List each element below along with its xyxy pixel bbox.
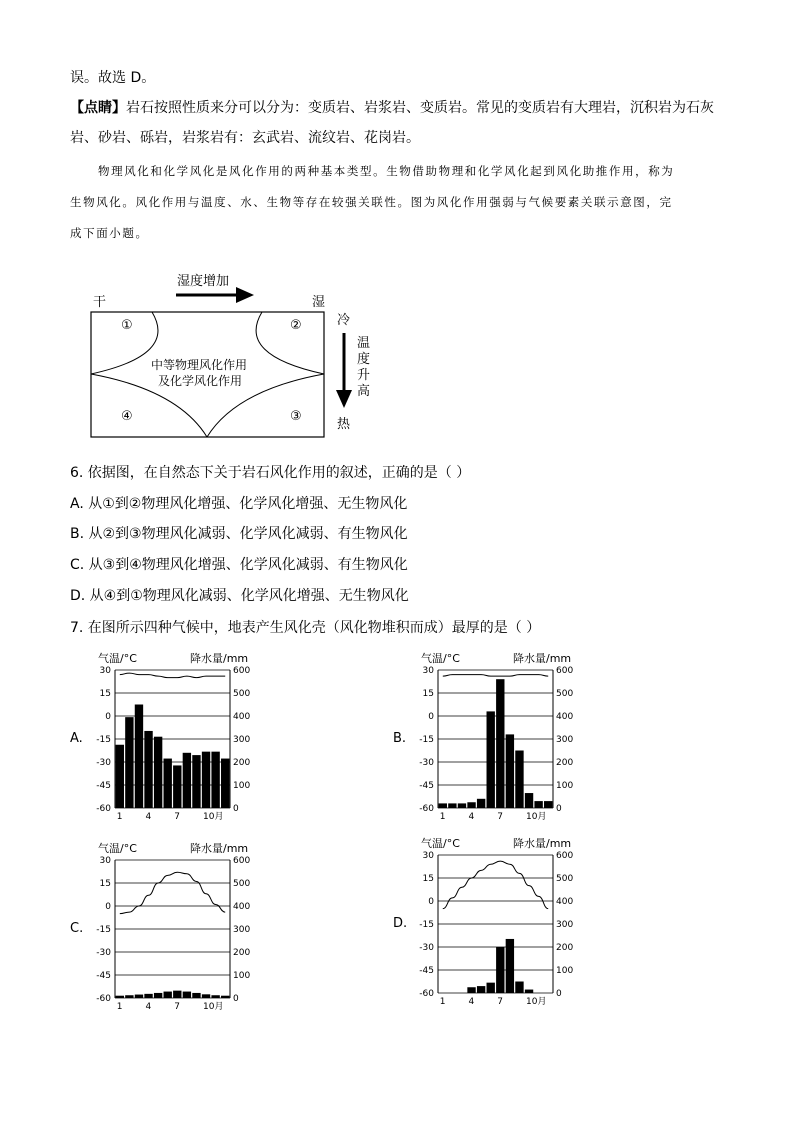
precip-bar (525, 793, 533, 808)
temperature-line (120, 673, 225, 678)
hot-label: 热 (337, 417, 351, 432)
precip-bar (173, 765, 181, 808)
q6-option-c: C. 从③到④物理风化增强、化学风化减弱、有生物风化 (70, 557, 408, 573)
precip-tick-label: 0 (233, 994, 239, 1004)
temp-arrow-head (336, 390, 352, 408)
center-label-1: 中等物理风化作用 (151, 358, 248, 372)
precip-bar (116, 745, 124, 808)
month-tick-label: 10月 (203, 1002, 224, 1012)
curve-top-right (256, 312, 324, 374)
right-axis-label: 降水量/mm (190, 842, 249, 855)
precip-tick-label: 500 (233, 689, 251, 699)
month-tick-label: 1 (439, 997, 446, 1007)
precip-bar (221, 759, 229, 808)
precip-tick-label: 400 (233, 712, 251, 722)
month-tick-label: 10月 (526, 812, 547, 822)
precip-tick-label: 200 (556, 943, 574, 953)
precip-bar (125, 995, 133, 998)
precip-bar (496, 679, 504, 808)
precip-tick-label: 0 (556, 804, 562, 814)
option-letter: A. (70, 731, 83, 746)
climate-chart-d (393, 830, 653, 1010)
precip-tick-label: 200 (556, 758, 574, 768)
left-axis-label: 气温/°C (421, 837, 460, 850)
option-letter: D. (393, 916, 408, 931)
temp-tick-label: -15 (419, 735, 434, 745)
month-tick-label: 4 (145, 1002, 152, 1012)
precip-bar (144, 994, 152, 998)
precip-bar (164, 759, 172, 808)
temp-tick-label: 0 (105, 712, 111, 722)
precip-bar (515, 751, 523, 809)
corner-1: ① (121, 318, 133, 333)
temp-tick-label: 15 (422, 689, 434, 699)
precip-bar (154, 737, 162, 808)
temp-char-2: 度 (357, 352, 371, 367)
precip-tick-label: 600 (233, 856, 251, 866)
month-tick-label: 1 (116, 812, 123, 822)
q6-stem: 6. 依据图，在自然态下关于岩石风化作用的叙述，正确的是（ ） (70, 465, 471, 481)
temperature-line (443, 675, 548, 677)
text-line-2 (70, 99, 714, 117)
temp-tick-label: 0 (428, 897, 434, 907)
diagram-frame (91, 312, 324, 437)
precip-bar (487, 711, 495, 808)
temperature-line (443, 861, 548, 909)
temp-tick-label: 30 (99, 666, 111, 676)
precip-bar (544, 801, 552, 808)
temp-tick-label: -30 (419, 943, 434, 953)
precip-bar (211, 995, 219, 998)
temp-tick-label: -60 (96, 804, 111, 814)
temp-tick-label: -60 (419, 989, 434, 999)
precip-tick-label: 300 (556, 920, 574, 930)
precip-bar (135, 995, 143, 998)
left-axis-label: 气温/°C (421, 652, 460, 665)
temp-tick-label: 15 (99, 879, 111, 889)
precip-bar (467, 987, 475, 993)
precip-tick-label: 100 (233, 781, 251, 791)
q7-stem: 7. 在图所示四种气候中，地表产生风化壳（风化物堆积而成）最厚的是（ ） (70, 620, 541, 636)
right-axis-label: 降水量/mm (190, 652, 249, 665)
dianjing-tag: 【点睛】 (70, 100, 126, 116)
precip-bar (515, 982, 523, 994)
cold-label: 冷 (337, 313, 351, 328)
precip-bar (487, 983, 495, 993)
q6-option-b: B. 从②到③物理风化减弱、化学风化减弱、有生物风化 (70, 526, 408, 542)
temp-tick-label: -60 (419, 804, 434, 814)
left-axis-label: 气温/°C (98, 842, 137, 855)
wet-label: 湿 (312, 295, 326, 310)
temp-tick-label: -15 (96, 925, 111, 935)
precip-bar (467, 802, 475, 808)
temp-tick-label: -45 (96, 781, 111, 791)
month-tick-label: 4 (468, 997, 475, 1007)
precip-bar (125, 717, 133, 808)
precip-tick-label: 200 (233, 758, 251, 768)
precip-tick-label: 200 (233, 948, 251, 958)
precip-tick-label: 300 (556, 735, 574, 745)
month-tick-label: 10月 (203, 812, 224, 822)
month-tick-label: 7 (497, 812, 504, 822)
month-tick-label: 7 (497, 997, 504, 1007)
precip-tick-label: 300 (233, 735, 251, 745)
precip-tick-label: 400 (233, 902, 251, 912)
precip-tick-label: 100 (556, 966, 574, 976)
precip-bar (183, 992, 191, 998)
paragraph-line-1: 物理风化和化学风化是风化作用的两种基本类型。生物借助物理和化学风化起到风化助推作用，称为 (98, 164, 675, 178)
precip-tick-label: 500 (233, 879, 251, 889)
precip-bar (506, 939, 514, 993)
precip-bar (202, 752, 210, 808)
paragraph-line-2: 生物风化。风化作用与温度、水、生物等存在较强关联性。图为风化作用强弱与气候要素关联示意图，完 (70, 195, 673, 209)
q6-option-a: A. 从①到②物理风化增强、化学风化增强、无生物风化 (70, 496, 408, 512)
temp-tick-label: -15 (96, 735, 111, 745)
precip-bar (211, 752, 219, 808)
climate-chart-b (393, 645, 653, 825)
precip-bar (192, 755, 200, 808)
right-axis-label: 降水量/mm (513, 652, 572, 665)
temp-tick-label: -30 (96, 758, 111, 768)
dianjing-text: 岩石按照性质来分可以分为：变质岩、岩浆岩、变质岩。常见的变质岩有大理岩，沉积岩为石灰 (126, 100, 714, 116)
precip-tick-label: 0 (556, 989, 562, 999)
precip-bar (116, 996, 124, 998)
precip-bar (496, 947, 504, 993)
temp-tick-label: -45 (96, 971, 111, 981)
temp-tick-label: -30 (96, 948, 111, 958)
temp-char-3: 升 (357, 368, 371, 383)
precip-tick-label: 400 (556, 897, 574, 907)
precip-bar (477, 799, 485, 808)
temp-tick-label: -60 (96, 994, 111, 1004)
temp-tick-label: 30 (422, 666, 434, 676)
precip-bar (221, 996, 229, 998)
temp-tick-label: 30 (422, 851, 434, 861)
precip-tick-label: 400 (556, 712, 574, 722)
curve-bottom-left (91, 374, 207, 437)
precip-tick-label: 600 (556, 666, 574, 676)
month-tick-label: 7 (174, 812, 181, 822)
left-axis-label: 气温/°C (98, 652, 137, 665)
precip-tick-label: 500 (556, 874, 574, 884)
climate-chart-c (70, 835, 330, 1015)
paragraph-line-3: 成下面小题。 (70, 226, 149, 240)
corner-4: ④ (121, 409, 133, 424)
month-tick-label: 10月 (526, 997, 547, 1007)
humidity-arrow-head (236, 287, 254, 303)
precip-tick-label: 0 (233, 804, 239, 814)
temperature-line (120, 872, 225, 913)
precip-tick-label: 100 (556, 781, 574, 791)
text-line-3: 岩、砂岩、砾岩，岩浆岩有：玄武岩、流纹岩、花岗岩。 (70, 130, 420, 146)
precip-bar (525, 990, 533, 993)
temp-tick-label: 15 (422, 874, 434, 884)
curve-top-left (91, 312, 158, 374)
precip-bar (154, 993, 162, 998)
precip-bar (477, 986, 485, 993)
corner-3: ③ (290, 409, 302, 424)
climate-chart-a (70, 645, 330, 825)
precip-bar (183, 753, 191, 808)
temp-char-4: 高 (357, 384, 371, 399)
temp-tick-label: 15 (99, 689, 111, 699)
precip-bar (173, 991, 181, 998)
temp-tick-label: 30 (99, 856, 111, 866)
precip-bar (534, 801, 542, 808)
month-tick-label: 1 (439, 812, 446, 822)
center-label-2: 及化学风化作用 (158, 374, 243, 388)
temp-tick-label: -45 (419, 966, 434, 976)
corner-2: ② (290, 318, 302, 333)
precip-bar (448, 803, 456, 808)
temp-tick-label: -15 (419, 920, 434, 930)
temp-tick-label: -30 (419, 758, 434, 768)
q6-option-d: D. 从④到①物理风化减弱、化学风化增强、无生物风化 (70, 588, 409, 604)
temp-tick-label: -45 (419, 781, 434, 791)
precip-bar (439, 803, 447, 808)
precip-tick-label: 300 (233, 925, 251, 935)
precip-bar (202, 994, 210, 998)
text-line-1: 误。故选 D。 (70, 70, 156, 86)
month-tick-label: 7 (174, 1002, 181, 1012)
option-letter: B. (393, 731, 407, 746)
precip-tick-label: 600 (233, 666, 251, 676)
precip-bar (192, 993, 200, 998)
month-tick-label: 4 (468, 812, 475, 822)
month-tick-label: 1 (116, 1002, 123, 1012)
precip-bar (506, 734, 514, 808)
precip-tick-label: 600 (556, 851, 574, 861)
option-letter: C. (70, 921, 84, 936)
precip-tick-label: 100 (233, 971, 251, 981)
temp-tick-label: 0 (428, 712, 434, 722)
precip-bar (135, 705, 143, 809)
precip-bar (164, 992, 172, 998)
precip-bar (144, 731, 152, 808)
month-tick-label: 4 (145, 812, 152, 822)
humidity-label: 湿度增加 (177, 274, 230, 289)
precip-tick-label: 500 (556, 689, 574, 699)
dry-label: 干 (93, 295, 107, 310)
temp-char-1: 温 (357, 336, 371, 351)
right-axis-label: 降水量/mm (513, 837, 572, 850)
temp-tick-label: 0 (105, 902, 111, 912)
curve-bottom-right (207, 374, 324, 437)
precip-bar (458, 803, 466, 808)
